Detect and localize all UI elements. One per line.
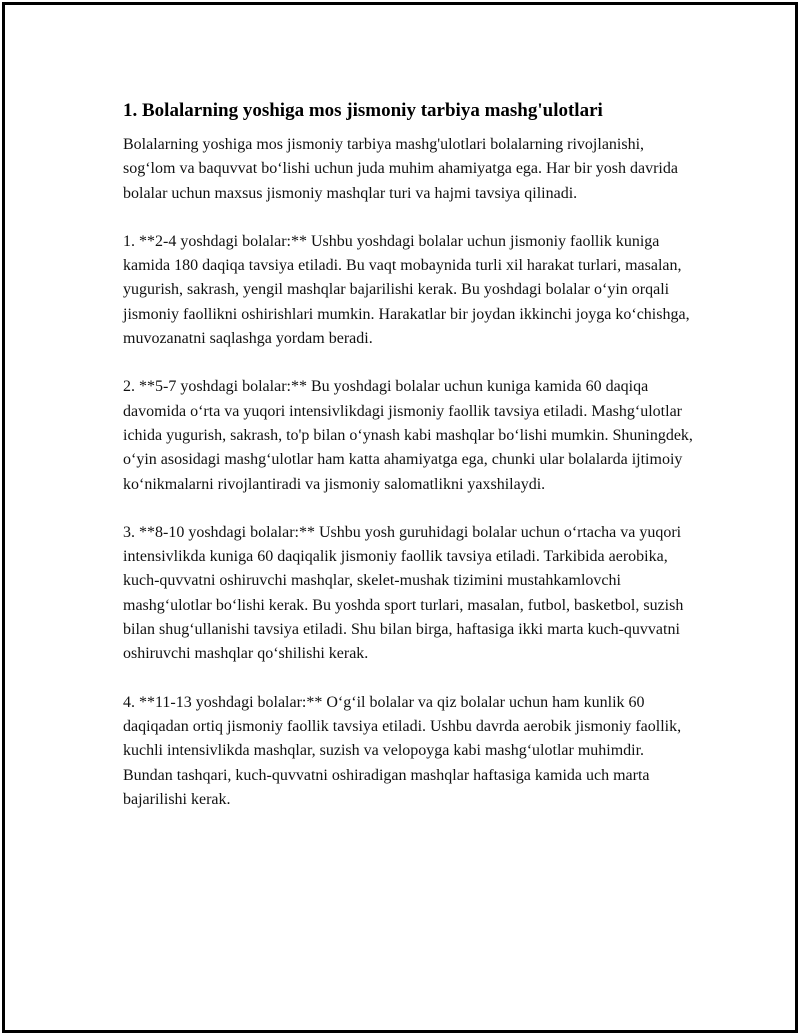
page-frame <box>2 2 798 1033</box>
age-group-11-13-paragraph: 4. **11-13 yoshdagi bolalar:** O‘g‘il bolalar va qiz bolalar uchun ham kunlik 60 daqiqadan ortiq jismoniy faollik tavsiya etiladi. Ushbu davrda aerobik jismoniy faollik, kuchli intensivlikda mashqlar, suzish va velopoyga kabi mashg‘ulotlar muhimdir. Bundan tashqari, kuch-quvvatni oshiradigan mashqlar haftasiga kamida uch marta bajarilishi kerak. <box>123 693 682 808</box>
age-group-5-7-paragraph: 2. **5-7 yoshdagi bolalar:** Bu yoshdagi bolalar uchun kuniga kamida 60 daqiqa davomida o‘rta va yuqori intensivlikdagi jismoniy faollik tavsiya etiladi. Mashg‘ulotlar ichida yugurish, sakrash, to'p bilan o‘ynash kabi mashqlar bo‘lishi mumkin. Shuningdek, o‘yin asosidagi mashg‘ulotlar ham katta ahamiyatga ega, chunki ular bolalarda ijtimoiy ko‘nikmalarni rivojlantiradi va jismoniy salomatlikni yaxshilaydi. <box>123 378 693 493</box>
document-body <box>123 98 695 836</box>
age-group-8-10-paragraph: 3. **8-10 yoshdagi bolalar:** Ushbu yosh guruhidagi bolalar uchun o‘rtacha va yuqori intensivlikda kuniga 60 daqiqalik jismoniy faollik tavsiya etiladi. Tarkibida aerobika, kuch-quvvatni oshiruvchi mashqlar, skelet-mushak tizimini mustahkamlovchi mashg‘ulotlar bo‘lishi kerak. Bu yoshda sport turlari, masalan, futbol, basketbol, suzish bilan shug‘ullanishi tavsiya etiladi. Shu bilan birga, haftasiga ikki marta kuch-quvvatni oshiruvchi mashqlar qo‘shilishi kerak. <box>123 523 684 663</box>
section-heading: 1. Bolalarning yoshiga mos jismoniy tarbiya mashg'ulotlari <box>123 100 603 121</box>
age-group-2-4-paragraph: 1. **2-4 yoshdagi bolalar:** Ushbu yoshdagi bolalar uchun jismoniy faollik kuniga kamida 180 daqiqa tavsiya etiladi. Bu vaqt mobaynida turli xil harakat turlari, masalan, yugurish, sakrash, yengil mashqlar bajarilishi kerak. Bu yoshdagi bolalar o‘yin orqali jismoniy faollikni oshirishlari mumkin. Harakatlar bir joydan ikkinchi joyga ko‘chishga, muvozanatni saqlashga yordam beradi. <box>123 232 690 348</box>
intro-paragraph: Bolalarning yoshiga mos jismoniy tarbiya mashg'ulotlari bolalarning rivojlanishi, sog‘lom va baquvvat bo‘lishi uchun juda muhim ahamiyatga ega. Har bir yosh davrida bolalar uchun maxsus jismoniy mashqlar turi va hajmi tavsiya qilinadi. <box>123 136 678 202</box>
